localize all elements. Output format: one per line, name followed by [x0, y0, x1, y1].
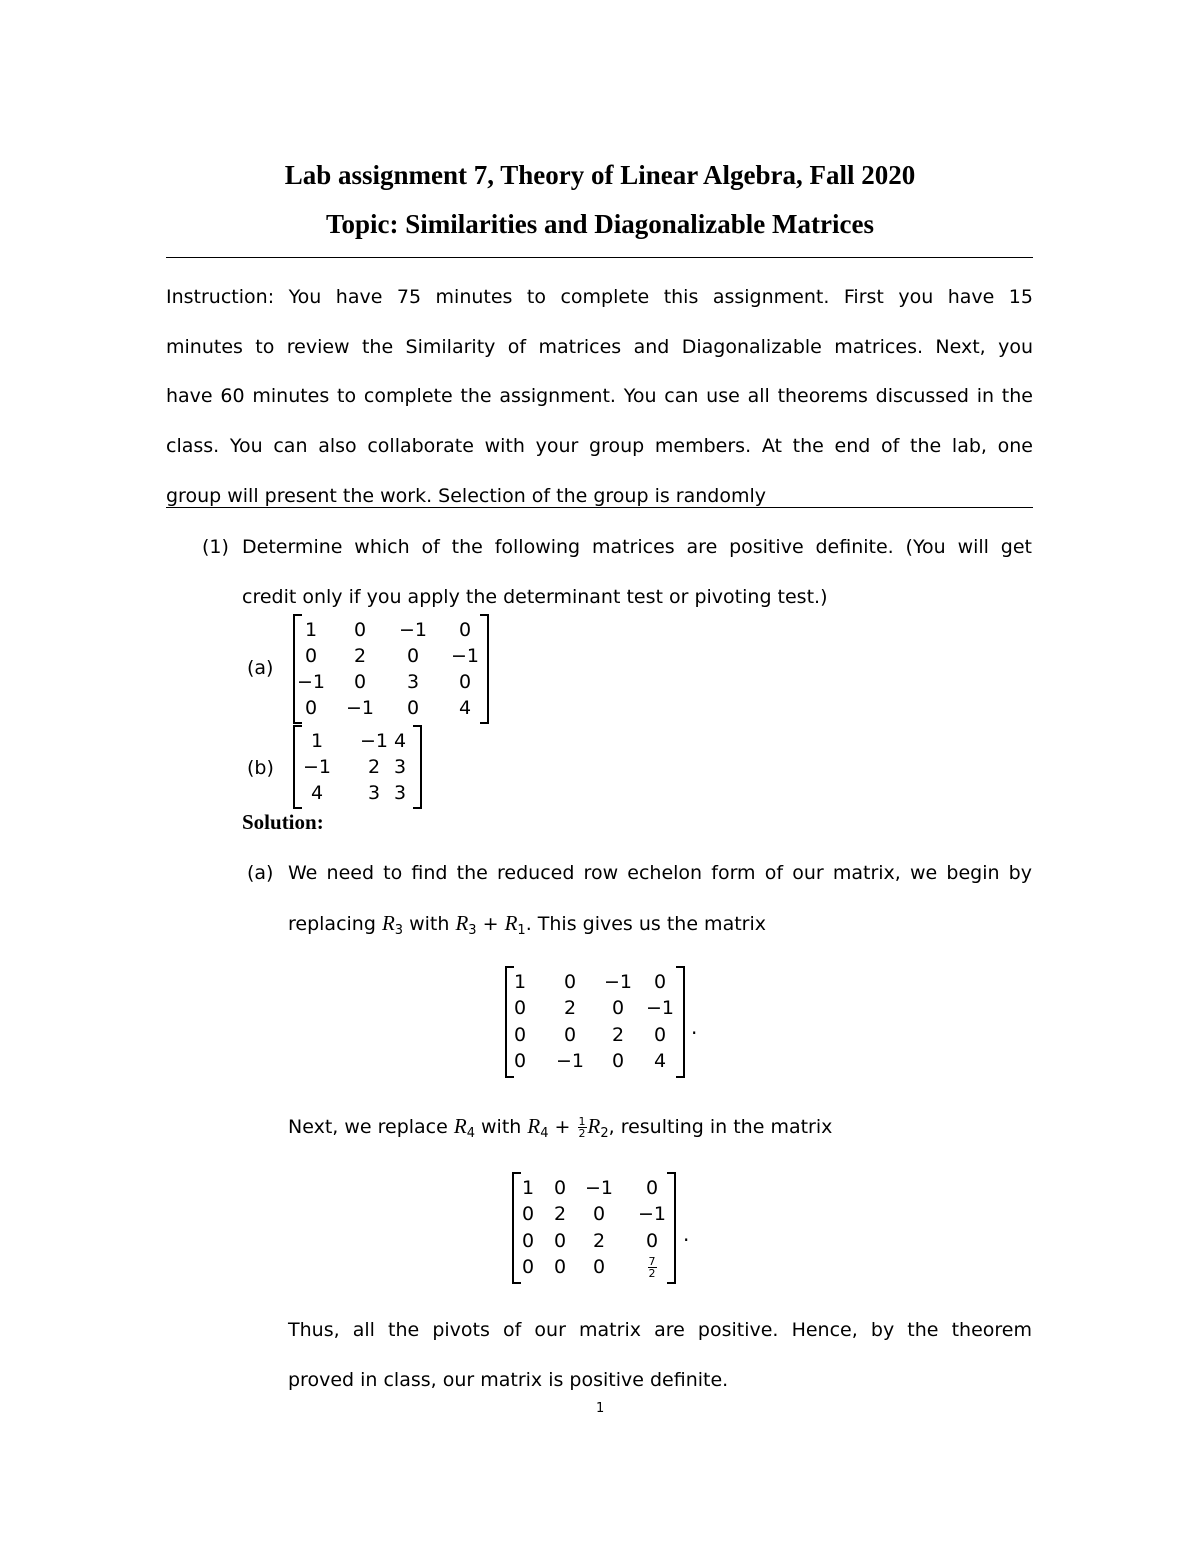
matrix-cell: 0 — [458, 670, 472, 693]
solution-part-a-label: (a) — [247, 862, 274, 884]
step1-pre: replacing — [288, 913, 376, 935]
matrix-cell: 0 — [592, 1203, 606, 1226]
r2-symbol: $R_2$ — [587, 1114, 609, 1141]
matrix-cell: 2 — [353, 644, 367, 667]
solution-heading: Solution: — [242, 810, 324, 834]
step2-pre: Next, we replace — [288, 1116, 448, 1138]
matrix-cell: 0 — [513, 1023, 527, 1046]
matrix-cell: 0 — [563, 970, 577, 993]
r4-symbol: $R_4$ — [453, 1114, 475, 1141]
matrix-cell: 0 — [406, 644, 420, 667]
matrix-cell: 0 — [458, 618, 472, 641]
matrix-cell: 1 — [310, 729, 324, 752]
matrix-b — [293, 725, 422, 809]
instruction-line-2: minutes to review the Similarity of matrices and Diagonalizable matrices. Next, you — [166, 336, 1033, 358]
matrix-cell: −1 — [585, 1176, 614, 1199]
matrix-cell: −1 — [638, 1203, 667, 1226]
r3-symbol-2: $R_3$ — [455, 911, 477, 938]
matrix-cell: 2 — [563, 997, 577, 1020]
matrix-cell: 0 — [513, 1050, 527, 1073]
part-a-label: (a) — [247, 657, 274, 679]
fraction-one-half: $\frac{1}{2}$ — [578, 1115, 586, 1140]
matrix-cell: 4 — [653, 1050, 667, 1073]
matrix-cell: 3 — [393, 781, 407, 804]
matrix-cell: 0 — [563, 1023, 577, 1046]
r4-symbol-2: $R_4$ — [527, 1114, 549, 1141]
matrix-cell: 2 — [553, 1203, 567, 1226]
matrix-cell: 0 — [645, 1229, 659, 1252]
plus-sign-2: + — [554, 1116, 571, 1138]
problem-number: (1) — [202, 536, 229, 558]
matrix-cell: −1 — [346, 696, 375, 719]
matrix-cell: 0 — [304, 696, 318, 719]
step1-post: . This gives us the matrix — [525, 913, 766, 935]
conclusion-line-2: proved in class, our matrix is positive definite. — [288, 1369, 729, 1391]
instruction-line-5: group will present the work. Selection of the group is randomly — [166, 485, 767, 507]
document-title: Lab assignment 7, Theory of Linear Algebra, Fall 2020 — [284, 160, 916, 190]
r3-symbol: $R_3$ — [381, 911, 404, 938]
matrix-cell: 0 — [553, 1176, 567, 1199]
matrix-cell: 0 — [553, 1256, 567, 1279]
matrix-cell: −1 — [303, 755, 332, 778]
top-rule — [166, 257, 1033, 258]
matrix-step2 — [512, 1172, 676, 1284]
matrix-cell: −1 — [297, 670, 326, 693]
matrix-cell: 3 — [393, 755, 407, 778]
conclusion-line-1: Thus, all the pivots of our matrix are positive. Hence, by the theorem — [288, 1319, 1032, 1341]
instruction-line-4: class. You can also collaborate with your group members. At the end of the lab, one — [166, 435, 1033, 457]
matrix-cell: 0 — [353, 618, 367, 641]
solution-step1-line1: We need to find the reduced row echelon form of our matrix, we begin by — [288, 862, 1032, 884]
plus-sign: + — [482, 913, 499, 935]
step2-with: with — [481, 1116, 522, 1138]
matrix-cell: 0 — [653, 970, 667, 993]
matrix-a — [293, 614, 489, 724]
document-topic: Topic: Similarities and Diagonalizable Matrices — [326, 209, 874, 239]
matrix-cell: 0 — [353, 670, 367, 693]
matrix-cell: 0 — [592, 1256, 606, 1279]
matrix-cell: 0 — [553, 1229, 567, 1252]
matrix-cell: 0 — [521, 1203, 535, 1226]
matrix-cell: $\frac{7}{2}$ — [648, 1255, 656, 1281]
instruction-line-1: Instruction: You have 75 minutes to complete this assignment. First you have 15 — [166, 286, 1033, 308]
solution-step1-line2 — [288, 911, 766, 943]
matrix-cell: 0 — [521, 1229, 535, 1252]
matrix-cell: 0 — [611, 997, 625, 1020]
page-number: 1 — [596, 1401, 605, 1416]
bottom-rule — [166, 507, 1033, 508]
matrix-cell: 0 — [611, 1050, 625, 1073]
matrix-cell: 2 — [367, 755, 381, 778]
matrix-cell: 1 — [513, 970, 527, 993]
problem-text-line-2: credit only if you apply the determinant test or pivoting test.) — [242, 586, 828, 608]
matrix-cell: 3 — [406, 670, 420, 693]
matrix-cell: 0 — [653, 1023, 667, 1046]
matrix-cell: 0 — [304, 644, 318, 667]
matrix-cell: 4 — [393, 729, 407, 752]
solution-step2-line — [288, 1114, 832, 1146]
matrix-cell: −1 — [556, 1050, 585, 1073]
matrix-step1 — [505, 966, 685, 1078]
matrix-cell: −1 — [604, 970, 633, 993]
problem-text-line-1: Determine which of the following matrices are positive definite. (You will get — [242, 536, 1032, 558]
matrix-cell: 4 — [458, 696, 472, 719]
matrix-cell: 3 — [367, 781, 381, 804]
matrix-cell: 0 — [645, 1176, 659, 1199]
matrix-cell: −1 — [360, 729, 389, 752]
r1-symbol: $R_1$ — [504, 911, 526, 938]
matrix-cell: 2 — [592, 1229, 606, 1252]
matrix-cell: −1 — [451, 644, 480, 667]
matrix-step2-period: . — [683, 1222, 690, 1246]
matrix-cell: −1 — [646, 997, 675, 1020]
step2-post: , resulting in the matrix — [608, 1116, 833, 1138]
instruction-line-3: have 60 minutes to complete the assignment. You can use all theorems discussed in the — [166, 385, 1033, 407]
matrix-cell: 1 — [521, 1176, 535, 1199]
matrix-cell: 0 — [521, 1256, 535, 1279]
matrix-cell: 2 — [611, 1023, 625, 1046]
matrix-cell: −1 — [399, 618, 428, 641]
step1-with: with — [409, 913, 450, 935]
matrix-cell: 0 — [406, 696, 420, 719]
matrix-cell: 0 — [513, 997, 527, 1020]
matrix-step1-period: . — [691, 1015, 698, 1039]
matrix-cell: 4 — [310, 781, 324, 804]
part-b-label: (b) — [247, 757, 274, 779]
matrix-cell: 1 — [304, 618, 318, 641]
